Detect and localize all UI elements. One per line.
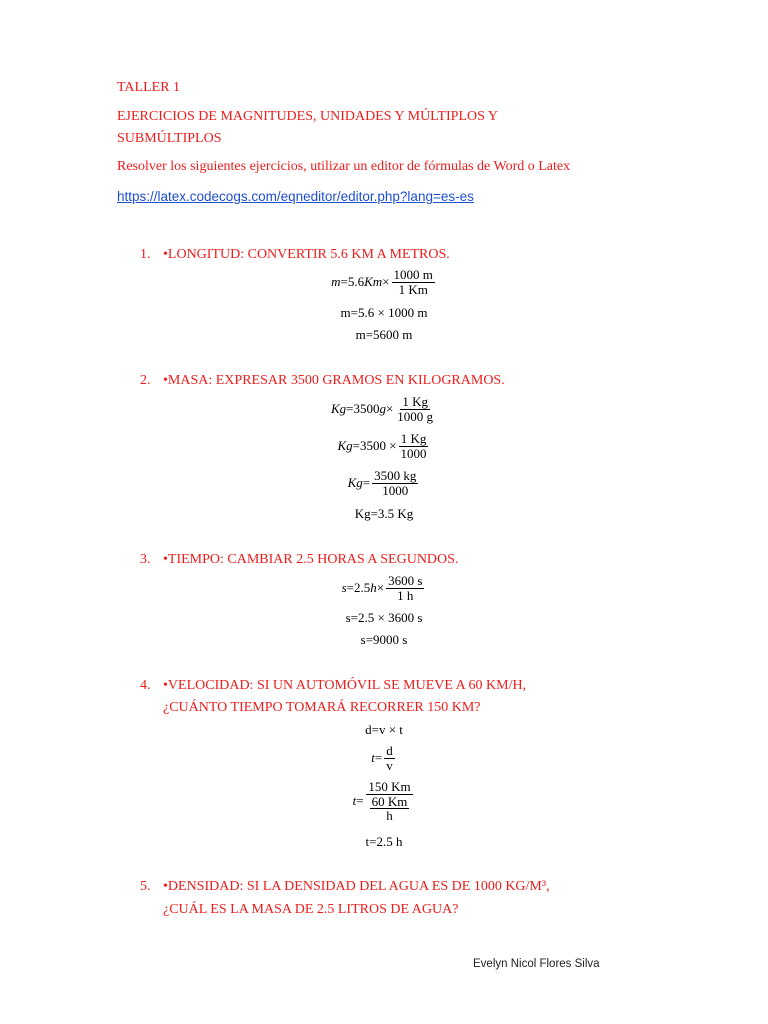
fraction-numerator: d: [386, 743, 393, 758]
latex-editor-link[interactable]: https://latex.codecogs.com/eqneditor/editor.php?lang=es-es: [117, 189, 474, 204]
exercise-4-number: 4.: [140, 678, 151, 693]
exercise-3-step-3: s=9000 s: [360, 632, 408, 647]
formula-variable: m: [331, 274, 341, 290]
document-subtitle-line2: SUBMÚLTIPLOS: [117, 131, 222, 146]
exercise-4-step-3: [0, 780, 768, 823]
fraction-numerator: 60 Km: [371, 793, 408, 809]
exercise-2-step-1: [0, 395, 768, 423]
exercise-3-number: 3.: [140, 552, 151, 567]
fraction-denominator: 1000: [382, 482, 409, 498]
exercise-4-step-4: t=2.5 h: [365, 834, 403, 849]
formula-unit: h: [370, 580, 377, 596]
document-subtitle-line1: EJERCICIOS DE MAGNITUDES, UNIDADES Y MÚLTIPLOS Y: [117, 109, 498, 124]
fraction-denominator: v: [386, 757, 393, 773]
exercise-2-step-2: [0, 432, 768, 460]
exercise-1-step-3: m=5600 m: [355, 327, 413, 342]
formula-variable: t: [371, 750, 375, 766]
fraction-denominator: [366, 795, 414, 823]
formula-fraction: [372, 469, 418, 497]
formula-fraction: [395, 395, 435, 423]
formula-fraction: [366, 780, 414, 823]
formula-variable: Kg: [337, 438, 353, 454]
exercise-1-step-2: m=5.6 × 1000 m: [340, 305, 428, 320]
formula-variable: Kg: [347, 475, 363, 491]
exercise-2-question: •MASA: EXPRESAR 3500 GRAMOS EN KILOGRAMOS.: [163, 373, 505, 388]
formula-unit: Km: [364, 274, 383, 290]
formula-fraction: [384, 744, 395, 772]
formula-text: =: [374, 750, 383, 766]
instructions-text: Resolver los siguientes ejercicios, utilizar un editor de fórmulas de Word o Latex: [117, 159, 571, 174]
formula-text: =3500 ×: [352, 438, 397, 454]
exercise-2-number: 2.: [140, 373, 151, 388]
exercise-1-number: 1.: [140, 247, 151, 262]
exercise-4-question-line1: •VELOCIDAD: SI UN AUTOMÓVIL SE MUEVE A 60 KM/H,: [163, 678, 527, 693]
exercise-2-step-4: Kg=3.5 Kg: [354, 506, 414, 521]
exercise-3-step-1: [0, 574, 768, 602]
formula-fraction: [399, 432, 429, 460]
exercise-1-step-1: [0, 268, 768, 296]
formula-text: =3500: [346, 401, 380, 417]
formula-variable: s: [341, 580, 347, 596]
exercise-4-question-line2: ¿CUÁNTO TIEMPO TOMARÁ RECORRER 150 KM?: [163, 700, 481, 715]
exercise-4-step-1: d=v × t: [365, 722, 403, 737]
formula-times: ×: [382, 274, 390, 290]
formula-times: ×: [376, 580, 385, 596]
formula-fraction: [386, 574, 424, 602]
fraction-numerator: 3600 s: [388, 573, 423, 588]
formula-text: =: [362, 475, 371, 491]
fraction-denominator: 1 Km: [398, 281, 428, 297]
exercise-1-question: •LONGITUD: CONVERTIR 5.6 KM A METROS.: [163, 247, 450, 262]
formula-text: =5.6: [340, 274, 365, 290]
formula-text: =2.5: [346, 580, 371, 596]
document-title: TALLER 1: [117, 80, 181, 95]
fraction-numerator: 1 Kg: [400, 431, 427, 446]
exercise-4-step-2: [0, 744, 768, 772]
formula-fraction: [392, 268, 435, 296]
fraction-denominator: h: [386, 808, 393, 824]
exercise-3-question: •TIEMPO: CAMBIAR 2.5 HORAS A SEGUNDOS.: [163, 552, 459, 567]
fraction-denominator: 1000 g: [397, 408, 434, 424]
formula-times: ×: [385, 401, 394, 417]
formula-variable: t: [352, 793, 357, 809]
exercise-5-question-line2: ¿CUÁL ES LA MASA DE 2.5 LITROS DE AGUA?: [163, 902, 459, 917]
nested-fraction: [370, 795, 410, 823]
fraction-numerator: 1000 m: [393, 267, 433, 282]
fraction-numerator: 1 Kg: [402, 394, 428, 409]
exercise-5-number: 5.: [140, 879, 151, 894]
fraction-numerator: 150 Km: [368, 779, 411, 794]
formula-unit: g: [379, 401, 386, 417]
exercise-2-step-3: [0, 469, 768, 497]
formula-text: =: [356, 793, 364, 809]
formula-variable: Kg: [330, 401, 347, 417]
fraction-denominator: 1 h: [397, 587, 414, 603]
fraction-denominator: 1000: [400, 445, 427, 461]
footer-author: Evelyn Nicol Flores Silva: [473, 958, 600, 970]
exercise-3-step-2: s=2.5 × 3600 s: [345, 610, 423, 625]
exercise-5-question-line1: •DENSIDAD: SI LA DENSIDAD DEL AGUA ES DE 1000 KG/M³,: [163, 879, 550, 894]
fraction-numerator: 3500 kg: [374, 468, 417, 483]
